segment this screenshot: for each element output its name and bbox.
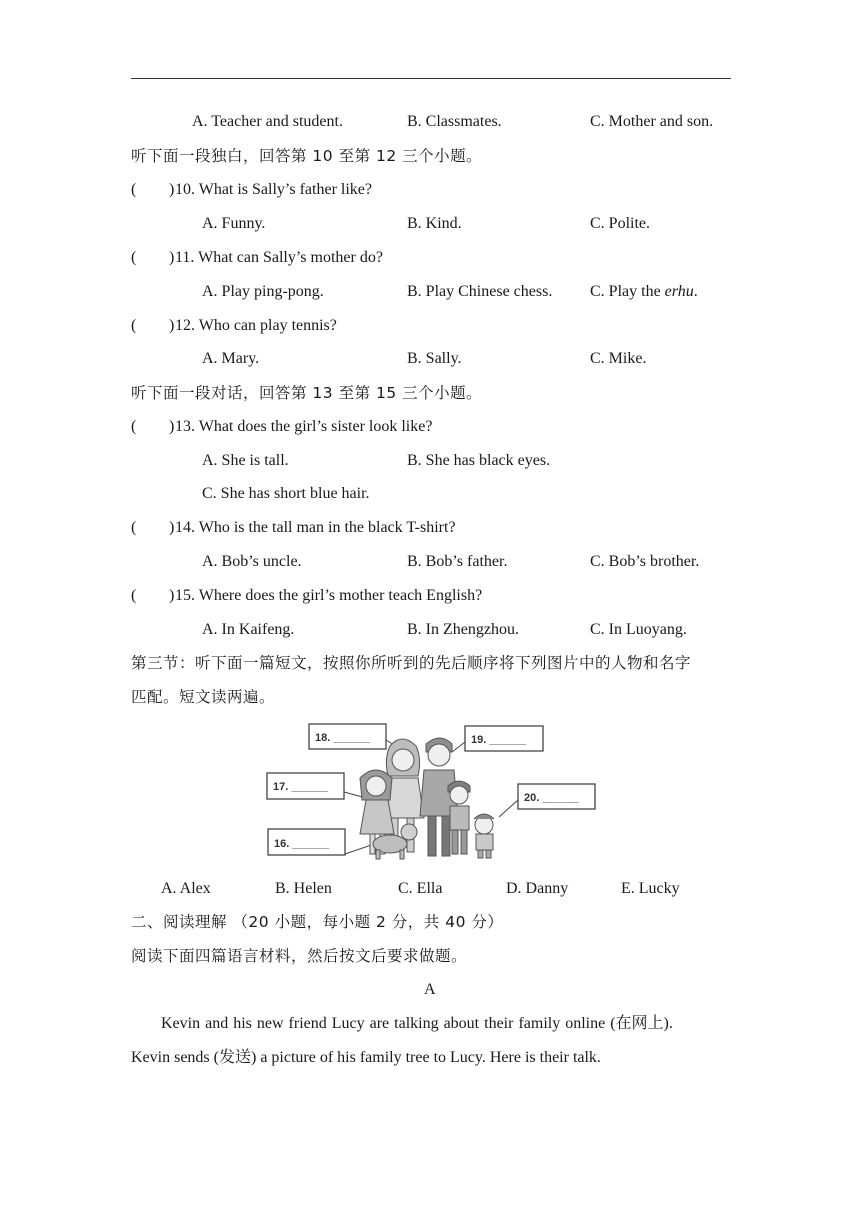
passage-line-1: Kevin and his new friend Lucy are talking about their family online (在网上). bbox=[161, 1015, 673, 1032]
answer-blank-close: ) bbox=[169, 519, 175, 536]
q11-option-c bbox=[590, 282, 698, 302]
header-rule bbox=[131, 78, 731, 79]
passage-letter: A bbox=[424, 981, 436, 998]
q14-option-a: A. Bob’s uncle. bbox=[202, 553, 302, 570]
q9-option-c: C. Mother and son. bbox=[590, 113, 714, 130]
q9-option-a: A. Teacher and student. bbox=[192, 113, 343, 130]
q12-option-a: A. Mary. bbox=[202, 350, 260, 367]
q10-option-a: A. Funny. bbox=[202, 215, 266, 232]
part2-instruction: 阅读下面四篇语言材料，然后按文后要求做题。 bbox=[131, 947, 468, 965]
q14-option-c: C. Bob’s brother. bbox=[590, 553, 700, 570]
section-heading-10-12: 听下面一段独白，回答第 10 至第 12 三个小题。 bbox=[131, 147, 483, 165]
q12-option-c: C. Mike. bbox=[590, 350, 647, 367]
answer-blank-close: ) bbox=[169, 181, 175, 198]
label-17: 17. ______ bbox=[273, 781, 329, 793]
option-text: C. Play the bbox=[590, 283, 665, 300]
question-text: 10. What is Sally’s father like? bbox=[175, 181, 372, 198]
answer-blank-close: ) bbox=[169, 249, 175, 266]
answer-blank-close: ) bbox=[169, 418, 175, 435]
q9-option-b: B. Classmates. bbox=[407, 113, 502, 130]
question-text: 14. Who is the tall man in the black T-shirt? bbox=[175, 519, 456, 536]
q13-option-a: A. She is tall. bbox=[202, 452, 289, 469]
answer-blank-open: ( bbox=[131, 317, 137, 334]
q15-option-b: B. In Zhengzhou. bbox=[407, 621, 519, 638]
answer-blank-open: ( bbox=[131, 249, 137, 266]
label-20: 20. ______ bbox=[524, 792, 580, 804]
question-text: 12. Who can play tennis? bbox=[175, 317, 337, 334]
q13-option-c: C. She has short blue hair. bbox=[202, 485, 370, 502]
answer-blank-close: ) bbox=[169, 317, 175, 334]
label-19: 19. ______ bbox=[471, 734, 527, 746]
question-text: 15. Where does the girl’s mother teach English? bbox=[175, 587, 483, 604]
option-end: . bbox=[693, 283, 698, 300]
answer-blank-open: ( bbox=[131, 519, 137, 536]
section3-instruction-line1: 第三节：听下面一篇短文，按照你所听到的先后顺序将下列图片中的人物和名字 bbox=[131, 654, 692, 672]
q10-option-b: B. Kind. bbox=[407, 215, 462, 232]
label-box-20 bbox=[499, 784, 595, 817]
label-box-17 bbox=[267, 773, 366, 799]
small-child-figure bbox=[474, 814, 494, 858]
label-16: 16. ______ bbox=[274, 838, 330, 850]
boy-figure bbox=[448, 781, 470, 854]
q11-option-b: B. Play Chinese chess. bbox=[407, 283, 553, 300]
name-option-d: D. Danny bbox=[506, 880, 569, 897]
section3-instruction-line2: 匹配。短文读两遍。 bbox=[131, 688, 276, 706]
q12-option-b: B. Sally. bbox=[407, 350, 462, 367]
answer-blank-open: ( bbox=[131, 181, 137, 198]
question-text: 11. What can Sally’s mother do? bbox=[175, 249, 383, 266]
answer-blank-close: ) bbox=[169, 587, 175, 604]
q15-option-c: C. In Luoyang. bbox=[590, 621, 687, 638]
q10-option-c: C. Polite. bbox=[590, 215, 651, 232]
name-option-a: A. Alex bbox=[161, 880, 211, 897]
name-option-b: B. Helen bbox=[275, 880, 332, 897]
name-option-c: C. Ella bbox=[398, 880, 443, 897]
question-text: 13. What does the girl’s sister look like? bbox=[175, 418, 433, 435]
passage-line-2: Kevin sends (发送) a picture of his family tree to Lucy. Here is their talk. bbox=[131, 1049, 601, 1066]
answer-blank-open: ( bbox=[131, 418, 137, 435]
q13-option-b: B. She has black eyes. bbox=[407, 452, 551, 469]
family-picture bbox=[266, 722, 596, 862]
label-18: 18. ______ bbox=[315, 732, 371, 744]
part2-title: 二、阅读理解 （20 小题，每小题 2 分，共 40 分） bbox=[131, 913, 504, 931]
label-box-19 bbox=[452, 726, 543, 752]
q11-option-a: A. Play ping-pong. bbox=[202, 283, 324, 300]
section-heading-13-15: 听下面一段对话，回答第 13 至第 15 三个小题。 bbox=[131, 384, 483, 402]
option-italic-word: erhu bbox=[664, 283, 694, 300]
name-option-e: E. Lucky bbox=[621, 880, 680, 897]
q15-option-a: A. In Kaifeng. bbox=[202, 621, 295, 638]
q14-option-b: B. Bob’s father. bbox=[407, 553, 508, 570]
answer-blank-open: ( bbox=[131, 587, 137, 604]
